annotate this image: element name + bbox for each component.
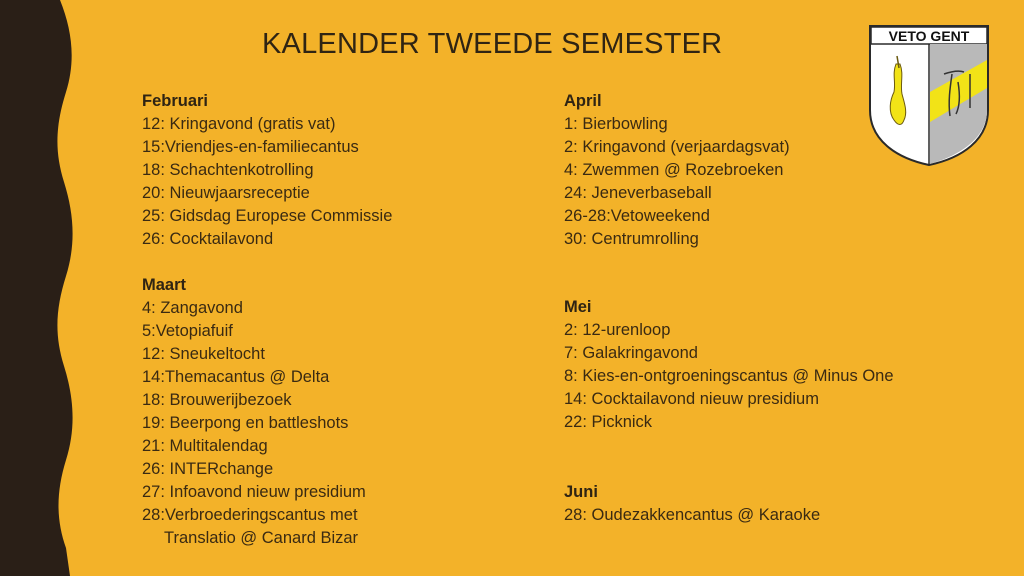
event-item: 30: Centrumrolling <box>564 230 699 248</box>
logo-text: VETO GENT <box>888 28 970 44</box>
column-left <box>142 90 542 550</box>
event-item: 28: Oudezakkencantus @ Karaoke <box>564 506 821 524</box>
event-item: 21: Multitalendag <box>142 437 268 455</box>
month-heading: Juni <box>564 483 598 501</box>
event-item: 4: Zangavond <box>142 299 243 317</box>
event-item: 24: Jeneverbaseball <box>564 184 712 202</box>
event-item: 25: Gidsdag Europese Commissie <box>142 207 393 225</box>
event-item: 26: INTERchange <box>142 460 274 478</box>
event-item: 22: Picknick <box>564 413 653 431</box>
event-item: 26-28:Vetoweekend <box>564 207 710 225</box>
event-item: 12: Kringavond (gratis vat) <box>142 115 336 133</box>
event-item: 8: Kies-en-ontgroeningscantus @ Minus One <box>564 367 894 385</box>
column-right-juni <box>564 481 964 527</box>
event-item-continuation: Translatio @ Canard Bizar <box>164 529 359 547</box>
event-item: 14: Cocktailavond nieuw presidium <box>564 390 819 408</box>
page-title: KALENDER TWEEDE SEMESTER <box>262 28 723 60</box>
event-item: 1: Bierbowling <box>564 115 668 133</box>
event-item: 15:Vriendjes-en-familiecantus <box>142 138 359 156</box>
wavy-side-border <box>0 0 80 576</box>
event-item: 19: Beerpong en battleshots <box>142 414 349 432</box>
event-item: 7: Galakringavond <box>564 344 698 362</box>
month-maart <box>142 274 542 550</box>
event-item: 14:Themacantus @ Delta <box>142 368 330 386</box>
event-item: 26: Cocktailavond <box>142 230 274 248</box>
month-februari <box>142 90 542 251</box>
event-item: 4: Zwemmen @ Rozebroeken <box>564 161 784 179</box>
event-item: 20: Nieuwjaarsreceptie <box>142 184 310 202</box>
month-heading: Februari <box>142 92 209 110</box>
event-item: 28:Verbroederingscantus met <box>142 506 358 524</box>
month-mei <box>564 296 964 434</box>
month-heading: April <box>564 92 602 110</box>
event-item: 12: Sneukeltocht <box>142 345 265 363</box>
month-heading: Mei <box>564 298 592 316</box>
event-item: 27: Infoavond nieuw presidium <box>142 483 366 501</box>
month-juni <box>564 481 964 527</box>
month-heading: Maart <box>142 276 187 294</box>
column-right-mei <box>564 296 964 434</box>
event-item: 2: 12-urenloop <box>564 321 671 339</box>
event-item: 18: Brouwerijbezoek <box>142 391 292 409</box>
event-item: 2: Kringavond (verjaardagsvat) <box>564 138 790 156</box>
veto-gent-logo <box>866 22 992 168</box>
event-item: 18: Schachtenkotrolling <box>142 161 314 179</box>
event-item: 5:Vetopiafuif <box>142 322 233 340</box>
